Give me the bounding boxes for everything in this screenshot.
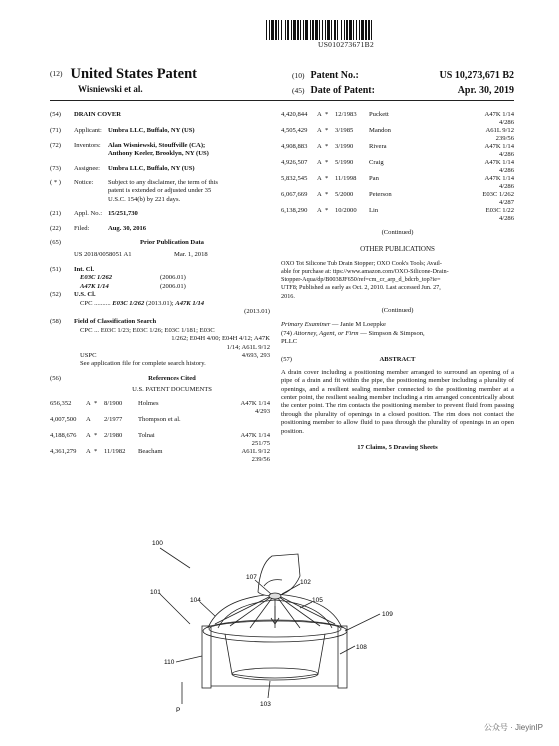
section-title: ABSTRACT [379, 356, 416, 364]
field-code: (51) [50, 265, 61, 273]
reference-row [281, 127, 514, 143]
figure-label-100: 100 [152, 540, 163, 547]
section-subtitle: U.S. PATENT DOCUMENTS [132, 386, 212, 394]
date-code: (45) [292, 86, 305, 95]
reference-kind: A [317, 127, 322, 134]
field-code: (73) [50, 164, 61, 172]
examiner-label: Primary Examiner [281, 321, 331, 329]
applicant-value: Umbra LLC, Buffalo, NY (US) [108, 127, 195, 135]
reference-class-primary: A47K 1/14 [240, 431, 270, 439]
reference-kind: A [86, 399, 91, 407]
reference-class-secondary: 4/286 [498, 119, 514, 127]
reference-date: 8/1900 [104, 399, 123, 407]
field-code: (65) [50, 239, 61, 247]
reference-star: * [325, 175, 329, 182]
reference-date: 5/1990 [335, 159, 354, 166]
reference-class [241, 432, 271, 449]
reference-class-primary: A47K 1/14 [484, 159, 514, 166]
reference-number: 4,188,676 [50, 431, 77, 439]
filed-field [50, 225, 270, 233]
reference-number: 4,361,279 [50, 447, 77, 455]
class-date: (2006.01) [160, 274, 186, 282]
cpc-label: CPC [80, 299, 93, 307]
reference-class-primary: A61L 9/12 [485, 127, 514, 134]
left-column [50, 111, 270, 464]
inventors-field [50, 142, 270, 159]
reference-star: * [94, 399, 98, 407]
field-code: (52) [50, 291, 61, 299]
reference-date: 3/1990 [335, 143, 354, 150]
class-code: E03C 1/262 [80, 274, 113, 282]
search-line: 1/14; A61L 9/12 [226, 343, 270, 351]
section-title: U.S. Cl. [74, 291, 96, 299]
reference-class-primary: A47K 1/14 [484, 175, 514, 182]
applicant-field [50, 127, 270, 135]
reference-class-secondary: 239/56 [251, 455, 270, 463]
reference-row [50, 432, 270, 448]
search-note: See application file for complete search history. [80, 360, 206, 368]
field-code: (72) [50, 141, 61, 149]
figure-label-102: 102 [300, 579, 311, 586]
reference-class-secondary: 4/286 [498, 215, 514, 223]
assignee-value: Umbra LLC, Buffalo, NY (US) [108, 164, 195, 172]
field-label: Filed: [74, 224, 90, 232]
reference-row [281, 143, 514, 159]
field-label: Inventors: [74, 141, 101, 149]
reference-class [485, 143, 515, 160]
watermark: 公众号 · JieyinIP [483, 723, 543, 732]
patent-type-heading [50, 66, 197, 83]
reference-number: 6,138,290 [281, 207, 308, 214]
reference-class [485, 175, 515, 192]
invention-title: DRAIN COVER [74, 111, 122, 118]
publication-line: 2016. [281, 292, 295, 300]
references-field [50, 375, 270, 383]
reference-kind: A [317, 175, 322, 182]
reference-class-secondary: 4/287 [498, 199, 514, 207]
reference-name: Thompson et al. [138, 415, 181, 423]
prior-pub-field [50, 239, 270, 247]
attorney-value: — Simpson & Simpson, [358, 329, 425, 337]
reference-class [482, 191, 514, 208]
reference-date: 2/1980 [104, 431, 123, 439]
title-field [50, 111, 270, 119]
reference-class-secondary: 4/286 [498, 183, 514, 191]
class-date: (2006.01) [160, 282, 186, 290]
search-line: CPC ... E03C 1/23; E03C 1/26; E03C 1/181; E03C [80, 326, 215, 334]
us-cl-field [50, 291, 270, 299]
reference-row [281, 175, 514, 191]
field-code: (74) [281, 329, 292, 337]
figure-label-107: 107 [246, 574, 257, 581]
field-label: Assignee: [74, 164, 101, 172]
field-label: Appl. No.: [74, 210, 103, 218]
reference-star: * [325, 159, 329, 166]
field-label: Notice: [74, 179, 94, 187]
reference-kind: A [317, 143, 322, 150]
examiner-value: — Janie M Loeppke [330, 321, 386, 329]
notice-line: U.S.C. 154(b) by 221 days. [108, 195, 181, 203]
examiner-line [281, 321, 514, 329]
reference-date: 5/2000 [335, 191, 354, 198]
figure-label-108: 108 [356, 644, 367, 651]
reference-class [485, 111, 515, 128]
reference-row [281, 191, 514, 207]
attorney-value: PLLC [281, 338, 298, 346]
prior-pub-number: US 2018/0058051 A1 [74, 251, 132, 259]
reference-star: * [325, 143, 329, 150]
reference-class-primary: A47K 1/14 [240, 399, 270, 407]
patent-no-label: Patent No.: [310, 70, 359, 81]
field-search [50, 318, 270, 326]
reference-name: Puckett [369, 111, 389, 118]
right-column [281, 111, 514, 453]
date-label: Date of Patent: [310, 85, 375, 96]
reference-class [241, 400, 271, 417]
claims-line: 17 Claims, 5 Drawing Sheets [357, 444, 438, 452]
reference-row [281, 207, 514, 223]
reference-number: 4,420,844 [281, 111, 308, 118]
reference-class-primary: A47K 1/14 [484, 143, 514, 150]
reference-name: Beacham [138, 447, 163, 455]
reference-class [241, 448, 270, 465]
field-code: (22) [50, 224, 61, 232]
int-cl-field [50, 266, 270, 274]
patent-number: US 10,273,671 B2 [439, 70, 514, 81]
reference-class-primary: A61L 9/12 [241, 447, 270, 455]
patent-date: Apr. 30, 2019 [457, 85, 514, 96]
reference-row [281, 111, 514, 127]
section-title: Field of Classification Search [74, 318, 157, 326]
reference-class-secondary: 251/75 [251, 439, 270, 447]
reference-name: Pan [369, 175, 379, 182]
reference-name: Mandon [369, 127, 391, 134]
inventors-line: Anthony Keeler, Brooklyn, NY (US) [108, 150, 209, 158]
patent-type: United States Patent [70, 66, 197, 82]
abstract-text: A drain cover including a positioning member arranged to surround an opening of a pipe of a drain and fit within the pipe, the positioning member including a plurality of openings, and a resilient sealing member connected to the positioning member at a center point, the resilient sealing member including a rim arranged concentrically about the center point. The rim contacts the positioning member to prevent fluid from passing through the plurality of openings in a closed position. The rim does not contact the positioning member to allow fluid to pass through the plurality of openings in an open position. [281, 368, 514, 435]
class-code: A47K 1/14 [175, 299, 205, 307]
reference-name: Lin [369, 207, 379, 214]
drain-cover-figure [150, 536, 410, 716]
reference-class-primary: E03C 1/262 [482, 191, 514, 198]
reference-name: Tolnai [138, 431, 155, 439]
reference-star: * [325, 127, 329, 134]
reference-date: 2/1977 [104, 415, 123, 423]
field-code: (21) [50, 210, 61, 218]
field-label: Applicant: [74, 127, 102, 135]
reference-kind: A [317, 191, 322, 198]
reference-name: Craig [369, 159, 384, 166]
reference-kind: A [317, 207, 322, 214]
assignee-field [50, 165, 270, 173]
reference-number: 656,352 [50, 399, 72, 407]
reference-kind: A [86, 447, 91, 455]
attorney-line [281, 330, 514, 347]
reference-star: * [325, 191, 329, 198]
patent-date-line [292, 85, 514, 96]
reference-star: * [325, 207, 329, 214]
reference-class [485, 127, 514, 144]
figure-label-109: 109 [382, 611, 393, 618]
figure-label-p: P [176, 707, 181, 714]
reference-class [486, 207, 514, 224]
figure-label-105: 105 [312, 597, 323, 604]
class-code: A47K 1/14 [80, 282, 109, 290]
prior-pub-date: Mar. 1, 2018 [174, 251, 208, 259]
barcode [266, 20, 481, 40]
figure-label-110: 110 [164, 659, 175, 666]
field-code: (57) [281, 356, 292, 364]
section-title: Prior Publication Data [140, 239, 204, 247]
patent-no-code: (10) [292, 71, 305, 80]
reference-number: 6,067,669 [281, 191, 308, 198]
field-code: (71) [50, 127, 61, 135]
other-publications [281, 260, 514, 301]
reference-name: Holmes [138, 399, 159, 407]
class-code: E03C 1/262 [112, 299, 145, 307]
reference-class-secondary: 4/286 [498, 167, 514, 175]
reference-class-secondary: 4/293 [254, 407, 270, 415]
reference-class [485, 159, 515, 176]
field-code: ( * ) [50, 179, 61, 187]
field-code: (56) [50, 374, 61, 382]
field-code: (58) [50, 318, 61, 326]
publication-line: UTF8; Published as early as Oct. 2, 2010. Last accessed Jun. 27, [281, 284, 441, 292]
reference-name: Rivera [369, 143, 387, 150]
reference-class-primary: E03C 1/22 [485, 207, 514, 214]
left-references [50, 400, 270, 464]
reference-row [281, 159, 514, 175]
uspc-value: 4/693, 293 [241, 351, 270, 359]
reference-kind: A [86, 431, 91, 439]
reference-kind: A [86, 415, 91, 423]
filed-value: Aug. 30, 2016 [108, 224, 147, 232]
appl-no-field [50, 210, 270, 218]
notice-field [50, 179, 270, 204]
reference-class-secondary: 239/56 [495, 135, 514, 143]
reference-date: 3/1985 [335, 127, 354, 134]
patent-number-line [292, 70, 514, 81]
reference-date: 11/1998 [335, 175, 357, 182]
reference-number: 4,908,883 [281, 143, 308, 150]
reference-kind: A [317, 159, 322, 166]
field-code: (54) [50, 111, 61, 118]
section-title: Int. Cl. [74, 265, 94, 273]
reference-number: 5,832,545 [281, 175, 308, 182]
notice-line: patent is extended or adjusted under 35 [108, 187, 212, 195]
reference-date: 11/1982 [104, 447, 126, 455]
reference-number: 4,007,500 [50, 415, 77, 423]
publication-line: Stopper-Aqua/dp/B0038JF650/ref=cm_cr_arp_d_bdcrb_top?ie= [281, 276, 441, 284]
reference-number: 4,505,429 [281, 127, 308, 134]
country-code: (12) [50, 69, 63, 78]
class-date: (2013.01) [244, 307, 270, 315]
reference-row [50, 416, 270, 432]
section-title: OTHER PUBLICATIONS [360, 245, 435, 254]
publication-line: able for purchase at: ttps://www.amazon.com/OXO-Silicone-Drain- [281, 268, 449, 276]
appl-no-value: 15/251,730 [108, 210, 138, 218]
figure-label-104: 104 [190, 597, 201, 604]
section-title: References Cited [148, 374, 196, 382]
reference-date: 12/1983 [335, 111, 357, 118]
us-cl-row: CPC .......... E03C 1/262 (2013.01); A47K 1/14 (2013.01) [80, 299, 270, 315]
right-references [281, 111, 514, 223]
reference-kind: A [317, 111, 322, 118]
continued-label: (Continued) [381, 306, 414, 314]
figure-label-101: 101 [150, 589, 161, 596]
class-date: (2013.01); [145, 299, 174, 307]
inventors-line: Alan Wisniewski, Stouffville (CA); [108, 141, 206, 149]
reference-class-primary: A47K 1/14 [484, 111, 514, 118]
uspc-label: USPC [80, 351, 97, 359]
notice-line: Subject to any disclaimer, the term of this [108, 179, 218, 187]
search-line: 1/262; E04H 4/00; E04H 4/12; A47K [171, 335, 270, 343]
abstract-heading [281, 356, 514, 364]
attorney-label: Attorney, Agent, or Firm [293, 329, 359, 337]
barcode-number: US010273671B2 [318, 40, 374, 49]
reference-star: * [94, 447, 98, 455]
reference-class-secondary: 4/286 [498, 151, 514, 159]
reference-name: Peterson [369, 191, 392, 198]
reference-date: 10/2000 [335, 207, 357, 214]
figure-label-103: 103 [260, 701, 271, 708]
int-cl-row [50, 283, 270, 291]
continued-label: (Continued) [381, 229, 414, 236]
reference-star: * [94, 431, 98, 439]
int-cl-row [50, 274, 270, 282]
publication-line: OXO Tot Silicone Tub Drain Stopper; OXO Cook's Tools; Avail- [281, 259, 442, 267]
reference-row [50, 400, 270, 416]
reference-number: 4,926,507 [281, 159, 308, 166]
barcode-bar [372, 20, 375, 40]
field-search-body [50, 327, 270, 369]
reference-row [50, 448, 270, 464]
prior-pub-row [50, 251, 270, 259]
inventors-short: Wisniewski et al. [78, 84, 143, 94]
header-rule [50, 100, 514, 101]
reference-star: * [325, 111, 329, 118]
